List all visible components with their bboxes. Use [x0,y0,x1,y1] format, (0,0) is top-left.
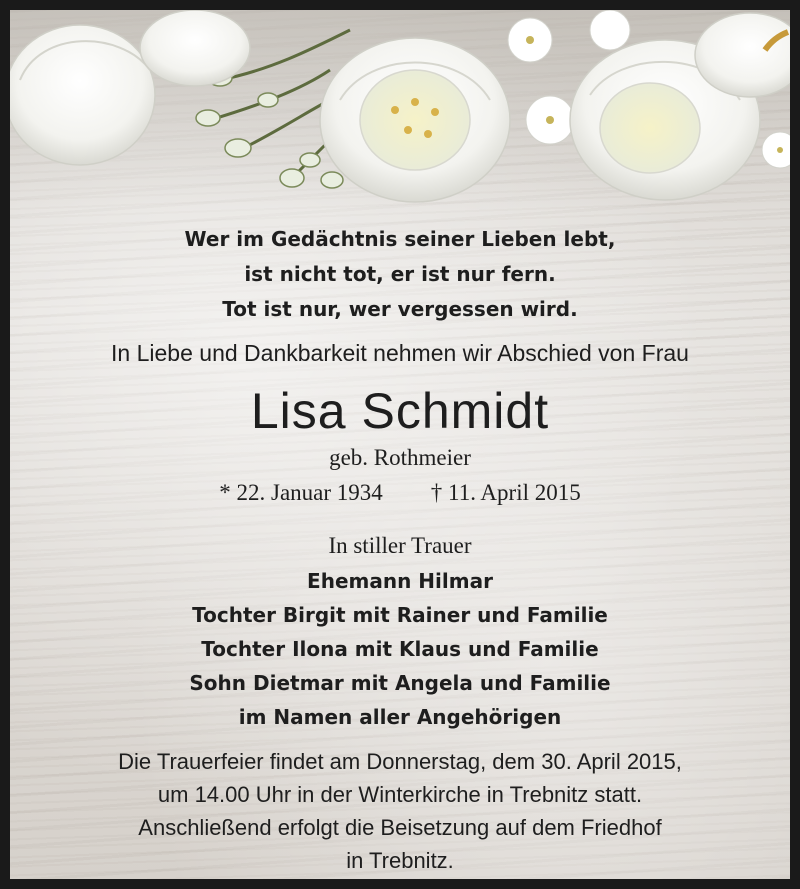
mourners-title: In stiller Trauer [328,533,472,558]
white-tulips-and-blossoms-icon [10,10,790,210]
mourner-line: Sohn Dietmar mit Angela und Familie [189,671,611,695]
maiden-name: geb. Rothmeier [329,445,471,470]
quote-line: Tot ist nur, wer vergessen wird. [222,297,578,321]
life-dates [10,477,790,509]
mourner-line: im Namen aller Angehörigen [238,705,562,729]
quote-line: Wer im Gedächtnis seiner Lieben lebt, [184,227,616,251]
memorial-quote [10,222,790,327]
ceremony-line: in Trebnitz. [346,848,454,873]
ceremony-line: Die Trauerfeier findet am Donnerstag, dem 30. April 2015, [118,749,682,774]
mourners-list [10,564,790,734]
mourner-line: Tochter Birgit mit Rainer und Familie [192,603,608,627]
death-date: † 11. April 2015 [430,480,581,505]
ceremony-line: um 14.00 Uhr in der Winterkirche in Trebnitz statt. [157,782,643,807]
ceremony-details [10,745,790,877]
ceremony-line: Anschließend erfolgt die Beisetzung auf dem Friedhof [138,815,662,840]
quote-line: ist nicht tot, er ist nur fern. [244,262,556,286]
farewell-intro: In Liebe und Dankbarkeit nehmen wir Abschied von Frau [111,340,689,366]
deceased-name: Lisa Schmidt [250,383,550,439]
mourner-line: Ehemann Hilmar [307,569,493,593]
mourner-line: Tochter Ilona mit Klaus und Familie [201,637,599,661]
birth-date: * 22. Januar 1934 [219,480,383,505]
